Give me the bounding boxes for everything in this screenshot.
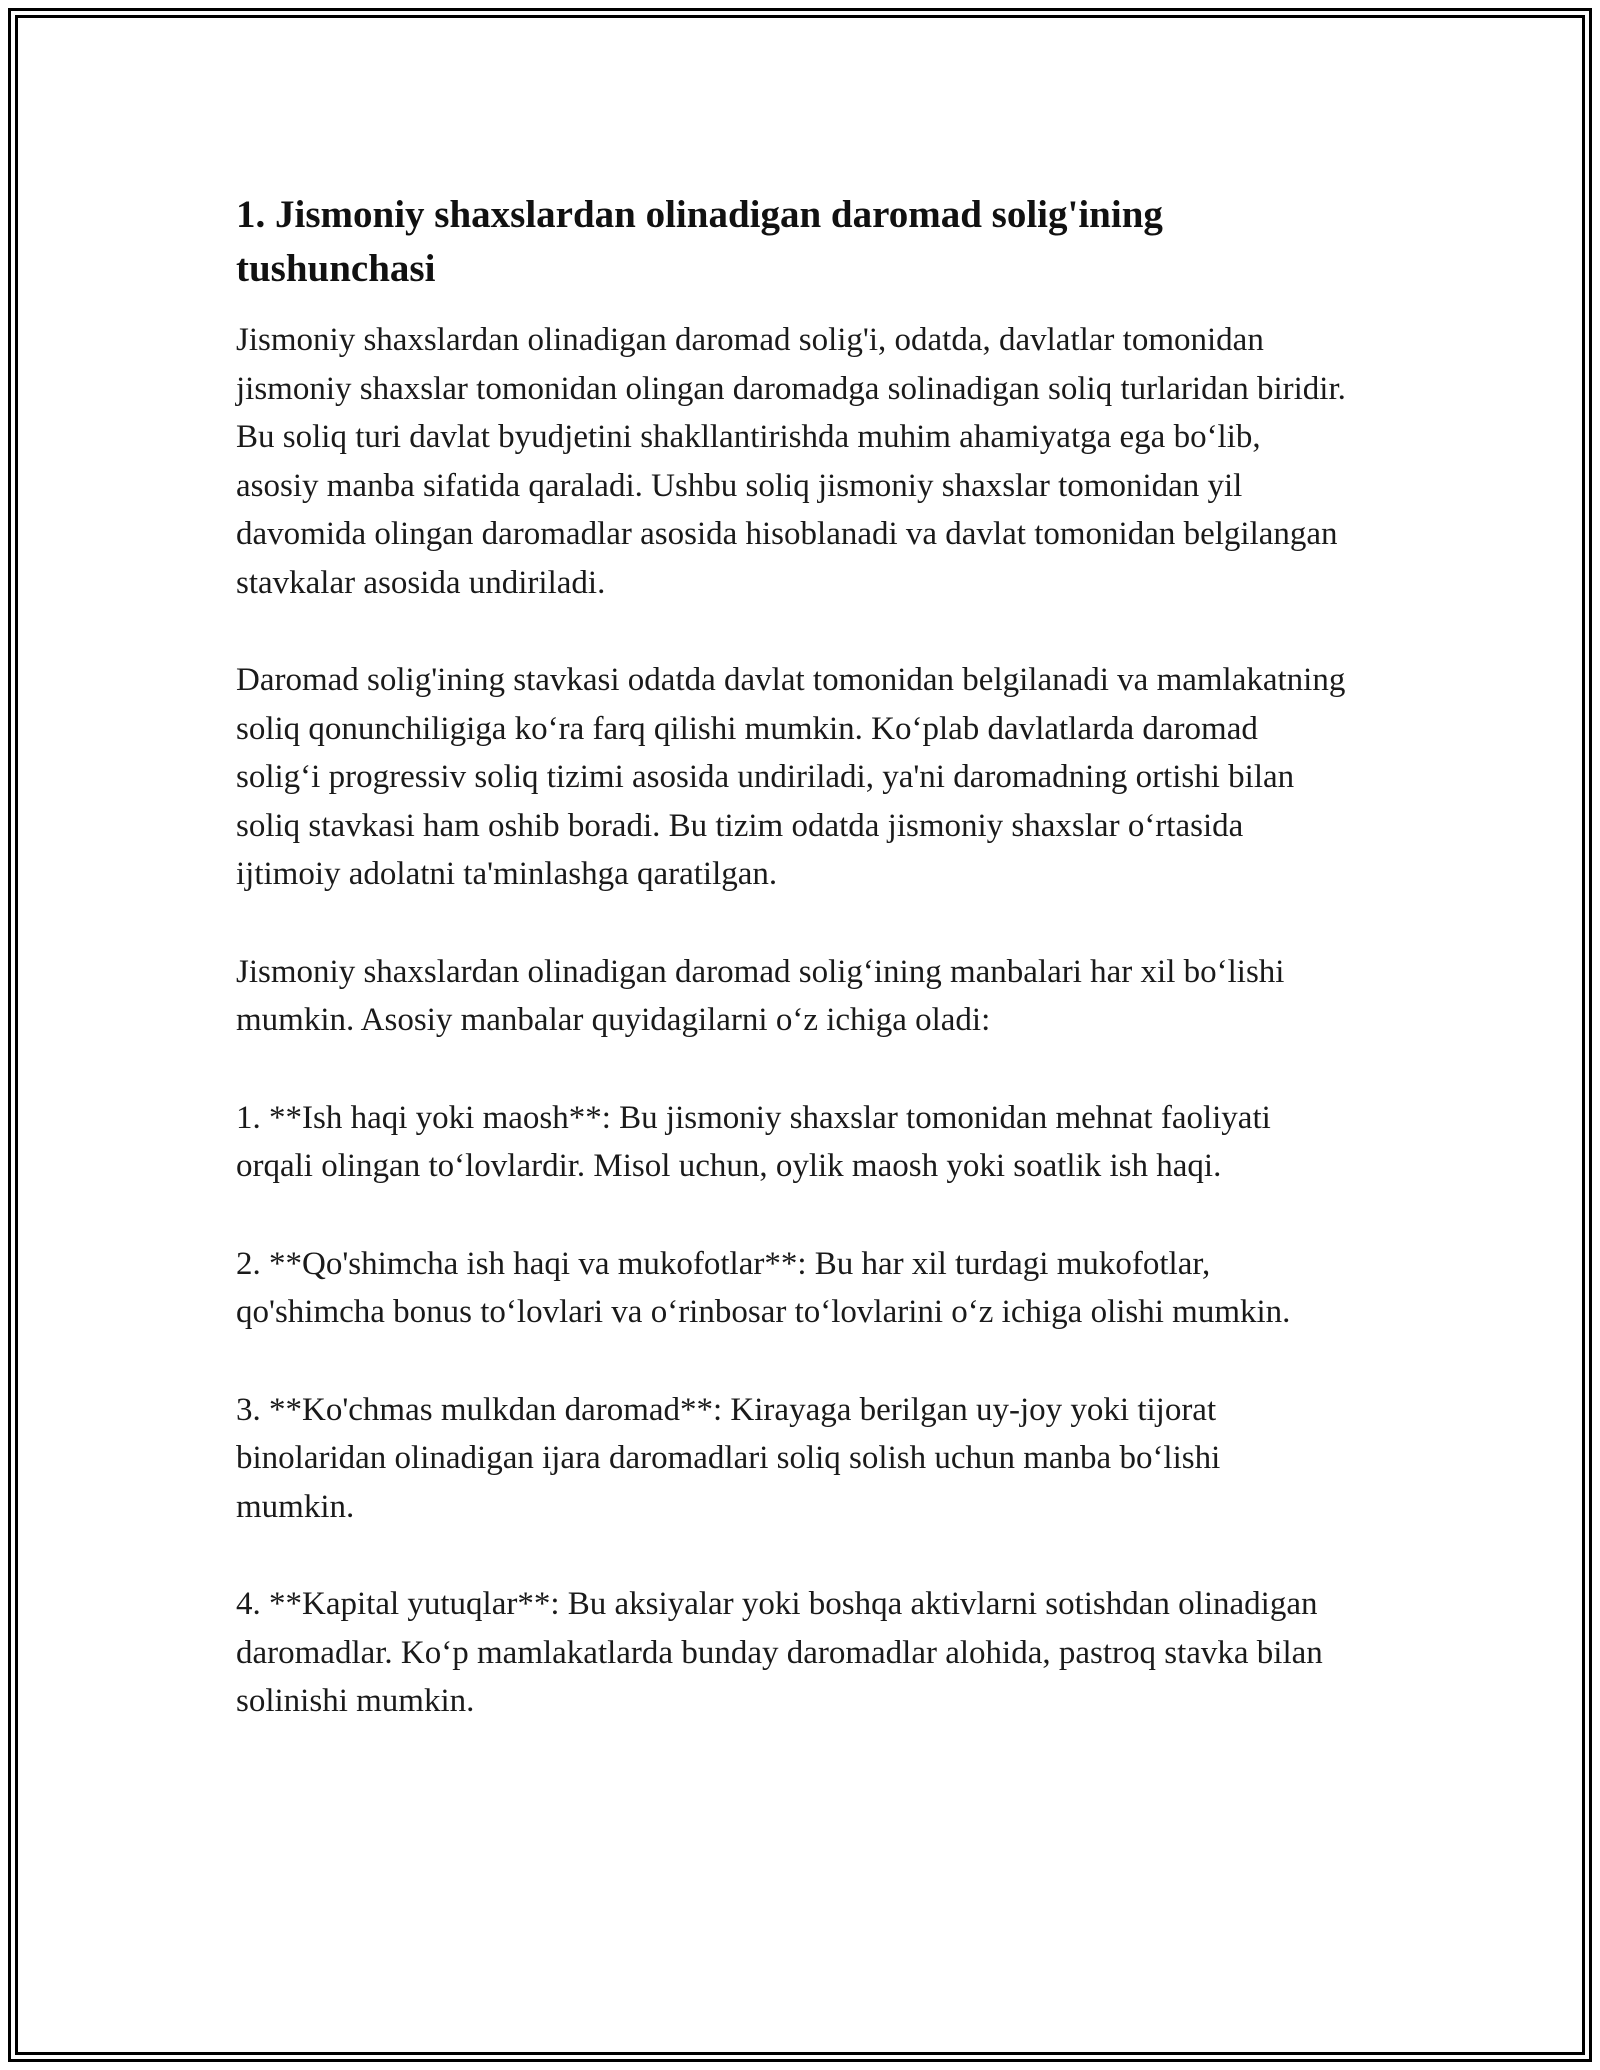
list-item-real-estate: 3. **Ko'chmas mulkdan daromad**: Kirayaga berilgan uy-joy yoki tijorat binolaridan olinadigan ijara daromadlari soliq solish uchun manba bo‘lishi mumkin. (236, 1391, 1221, 1525)
intro-paragraph: Jismoniy shaxslardan olinadigan daromad solig'i, odatda, davlatlar tomonidan jismoniy shaxslar tomonidan olingan daromadga solinadigan soliq turlaridan biridir. Bu soliq turi davlat byudjetini shakllantirishda muhim ahamiyatga ega bo‘lib, asosiy manba sifatida qaraladi. Ushbu soliq jismoniy shaxslar tomonidan yil davomida olingan daromadlar asosida hisoblanadi va davlat tomonidan belgilangan stavkalar asosida undiriladi. (236, 322, 1346, 601)
list-item-salary: 1. **Ish haqi yoki maosh**: Bu jismoniy shaxslar tomonidan mehnat faoliyati orqali olingan to‘lovlardir. Misol uchun, oylik maosh yoki soatlik ish haqi. (236, 1099, 1271, 1184)
tax-rate-paragraph: Daromad solig'ining stavkasi odatda davlat tomonidan belgilanadi va mamlakatning soliq qonunchiligiga ko‘ra farq qilishi mumkin. Ko‘plab davlatlarda daromad solig‘i progressiv soliq tizimi asosida undiriladi, ya'ni daromadning ortishi bilan soliq stavkasi ham oshib boradi. Bu tizim odatda jismoniy shaxslar o‘rtasida ijtimoiy adolatni ta'minlashga qaratilgan. (236, 662, 1346, 892)
list-item-capital-gains: 4. **Kapital yutuqlar**: Bu aksiyalar yoki boshqa aktivlarni sotishdan olinadigan daromadlar. Ko‘p mamlakatlarda bunday daromadlar alohida, pastroq stavka bilan solinishi mumkin. (236, 1586, 1323, 1719)
document-page (236, 188, 1346, 1775)
list-item-bonuses: 2. **Qo'shimcha ish haqi va mukofotlar**: Bu har xil turdagi mukofotlar, qo'shimcha bonus to‘lovlari va o‘rinbosar to‘lovlarini o‘z ichiga olishi mumkin. (236, 1245, 1291, 1330)
page-title: 1. Jismoniy shaxslardan olinadigan daromad solig'ining tushunchasi (236, 193, 1163, 290)
income-sources-paragraph: Jismoniy shaxslardan olinadigan daromad solig‘ining manbalari har xil bo‘lishi mumkin. Asosiy manbalar quyidagilarni o‘z ichiga oladi: (236, 953, 1285, 1038)
